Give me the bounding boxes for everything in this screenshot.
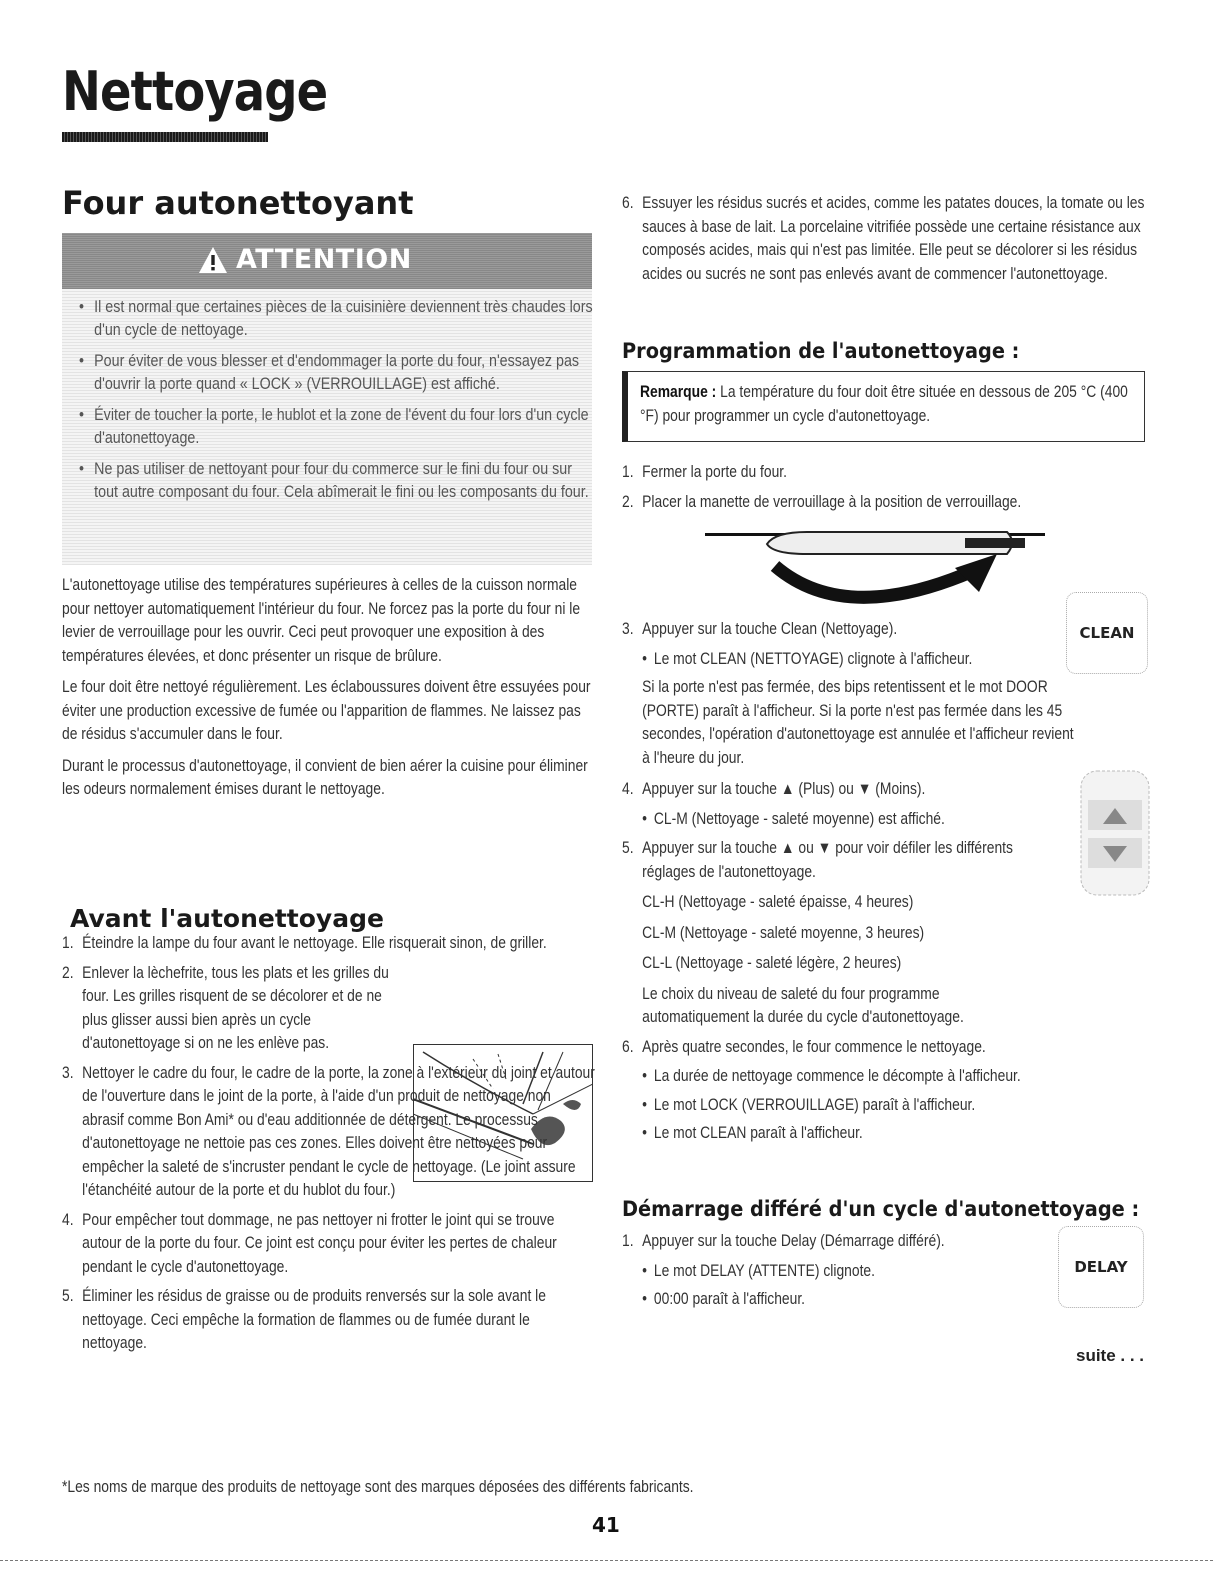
step-item: 6. Essuyer les résidus sucrés et acides, comme les patates douces, la tomate ou les sauces à base de lait. La porcelaine vitrifiée possède une certaine résistance aux composés acides, mais qui n'est pas limitée. Elle peut se décolorer si les résidus acides ou sucrés ne sont pas enlevés avant de commencer l'autonettoyage. — [622, 194, 1145, 283]
bullet-item: • 00:00 paraît à l'afficheur. — [642, 1288, 1159, 1312]
step-item: 3. Appuyer sur la touche Clean (Nettoyage). • Le mot CLEAN (NETTOYAGE) clignote à l'afficheur. Si la porte n'est pas fermée, des bips retentissent et le mot DOOR (PORTE) paraît à l'afficheur. Si la porte n'est pas fermée dans les 45 secondes, l'opération d'autonettoyage est annulée et l'afficheur revient à l'heure du jour. — [622, 618, 1160, 770]
step-item: 1. Appuyer sur la touche Delay (Démarrage différé). • Le mot DELAY (ATTENTE) clignote. • 00:00 paraît à l'afficheur. — [622, 1230, 1160, 1312]
step-item: 2. Placer la manette de verrouillage à la position de verrouillage. — [622, 492, 1022, 511]
bullet-item: • Le mot CLEAN paraît à l'afficheur. — [642, 1122, 1159, 1146]
paragraph: Durant le processus d'autonettoyage, il convient de bien aérer la cuisine pour éliminer les odeurs normalement émises durant le nettoyage. — [62, 756, 588, 798]
programming-steps-3-6 — [622, 618, 1160, 1152]
warning-list — [74, 296, 595, 512]
warning-item: • Pour éviter de vous blesser et d'endommager la porte du four, n'essayez pas d'ouvrir la porte quand « LOCK » (VERROUILLAGE) est affiché. — [74, 350, 595, 395]
warning-triangle-icon — [198, 246, 228, 274]
before-steps — [62, 932, 596, 1362]
note-text: Remarque : La température du four doit être située en dessous de 205 °C (400 °F) pour programmer un cycle d'autonettoyage. — [640, 383, 1128, 425]
step-item: 6. Après quatre secondes, le four commence le nettoyage. • La durée de nettoyage commence le décompte à l'afficheur. • Le mot LOCK (VERROUILLAGE) paraît à l'afficheur. • Le mot CLEAN paraît à l'afficheur. — [622, 1036, 1160, 1146]
bullet-item: • Le mot DELAY (ATTENTE) clignote. — [642, 1260, 1159, 1284]
level-item: CL-M (Nettoyage - saleté moyenne, 3 heures) — [642, 923, 925, 942]
intro-paragraphs — [62, 574, 596, 810]
footnote: *Les noms de marque des produits de nettoyage sont des marques déposées des différents fabricants. — [62, 1478, 694, 1496]
warning-title: ATTENTION — [236, 244, 412, 275]
section-title-before-clean: Avant l'autonettoyage — [70, 904, 384, 933]
right-step-6 — [622, 192, 1160, 292]
level-item: CL-L (Nettoyage - saleté légère, 2 heures) — [642, 954, 902, 972]
paragraph: Le choix du niveau de saleté du four programme automatiquement la durée du cycle d'autonettoyage. — [642, 984, 964, 1026]
bullet-item: • Le mot LOCK (VERROUILLAGE) paraît à l'afficheur. — [642, 1094, 1159, 1118]
note-label: Remarque : — [640, 383, 717, 401]
step-item: 1. Fermer la porte du four. — [622, 463, 787, 481]
clean-key[interactable]: CLEAN — [1066, 592, 1148, 674]
bullet-item: • La durée de nettoyage commence le décompte à l'afficheur. — [642, 1065, 1159, 1089]
level-item: CL-H (Nettoyage - saleté épaisse, 4 heures) — [642, 893, 914, 911]
delay-steps — [622, 1230, 1160, 1318]
step-item: 4. Appuyer sur la touche ▲ (Plus) ou ▼ (Moins). • CL-M (Nettoyage - saleté moyenne) est affiché. — [622, 778, 1160, 831]
step-item: 4. Pour empêcher tout dommage, ne pas nettoyer ni frotter le joint qui se trouve autour de la porte du four. Ce joint est conçu pour éviter les pertes de chaleur pendant le cycle d'autonettoyage. — [62, 1210, 557, 1276]
step-item: 3. Nettoyer le cadre du four, le cadre de la porte, la zone à l'extérieur du joint et autour de l'ouverture dans le joint de la porte, à l'aide d'un produit de nettoyage non abrasif comme Bon Ami* ou d'eau additionnée de détergent. Le processus d'autonettoyage ne nettoie pas ces zones. Elles doivent être nettoyées pour empêcher la saleté de s'incruster pendant le cycle de nettoyage. (Le joint assure l'étanchéité autour de la porte et du hublot du four.) — [62, 1063, 595, 1199]
step-item: 5. Éliminer les résidus de graisse ou de produits renversés sur la sole avant le nettoyage. Ceci empêche la formation de flammes ou de fumée durant le nettoyage. — [62, 1287, 546, 1352]
paragraph: Si la porte n'est pas fermée, des bips retentissent et le mot DOOR (PORTE) paraît à l'afficheur. Si la porte n'est pas fermée dans les 45 secondes, l'opération d'autonettoyage est annulée et l'afficheur revient à l'heure du jour. — [642, 678, 1074, 767]
step-item: 5. Appuyer sur la touche ▲ ou ▼ pour voir défiler les différents réglages de l'autonettoyage. CL-H (Nettoyage - saleté épaisse, 4 heures) CL-M (Nettoyage - saleté moyenne, 3 heures) CL-L (Nettoyage - saleté légère, 2 heures) Le choix du niveau de saleté du four programme automatiquement la durée du cycle d'autonettoyage. — [622, 837, 1160, 1030]
delay-key[interactable]: DELAY — [1058, 1226, 1144, 1308]
continued-label: suite . . . — [1076, 1346, 1145, 1365]
programming-steps-1-2 — [622, 461, 1160, 520]
step-item: 1. Éteindre la lampe du four avant le nettoyage. Elle risquerait sinon, de griller. — [62, 934, 547, 952]
warning-item: • Ne pas utiliser de nettoyant pour four du commerce sur le fini du four ou sur tout autre composant du four. Cela abîmerait le fini ou les composants du four. — [74, 458, 595, 503]
title-underline — [62, 132, 268, 142]
paragraph: L'autonettoyage utilise des températures supérieures à celles de la cuisson normale pour nettoyer automatiquement l'intérieur du four. Ne forcez pas la porte du four ni le levier de verrouillage pour les ouvrir. Ceci peut provoquer une exposition à des températures élevées, et donc présenter un risque de brûlure. — [62, 576, 581, 665]
section-title-delay: Démarrage différé d'un cycle d'autonettoyage : — [622, 1197, 1140, 1221]
page-number: 41 — [592, 1513, 620, 1537]
lock-lever-graphic — [705, 526, 1050, 614]
bullet-item: • Le mot CLEAN (NETTOYAGE) clignote à l'afficheur. — [642, 648, 1159, 672]
paragraph: Le four doit être nettoyé régulièrement. Les éclaboussures doivent être essuyées pour éviter une production excessive de fumée ou l'apparition de flammes. Ne laissez pas de résidus s'accumuler dans le four. — [62, 678, 591, 743]
page-bottom-rule — [0, 1560, 1213, 1561]
warning-item: • Il est normal que certaines pièces de la cuisinière deviennent très chaudes lors d'un cycle de nettoyage. — [74, 296, 595, 341]
section-title-programming: Programmation de l'autonettoyage : — [622, 339, 1020, 363]
warning-item: • Éviter de toucher la porte, le hublot et la zone de l'évent du four lors d'un cycle d'autonettoyage. — [74, 404, 595, 449]
bullet-item: • CL-M (Nettoyage - saleté moyenne) est affiché. — [642, 808, 1159, 832]
page-title: Nettoyage — [62, 60, 328, 123]
step-item: 2. Enlever la lèchefrite, tous les plats et les grilles du four. Les grilles risquent de se décolorer et de ne plus glisser aussi bien après un cycle d'autonettoyage si on ne les enlève pas. — [62, 963, 389, 1052]
section-title-self-clean: Four autonettoyant — [62, 184, 414, 222]
